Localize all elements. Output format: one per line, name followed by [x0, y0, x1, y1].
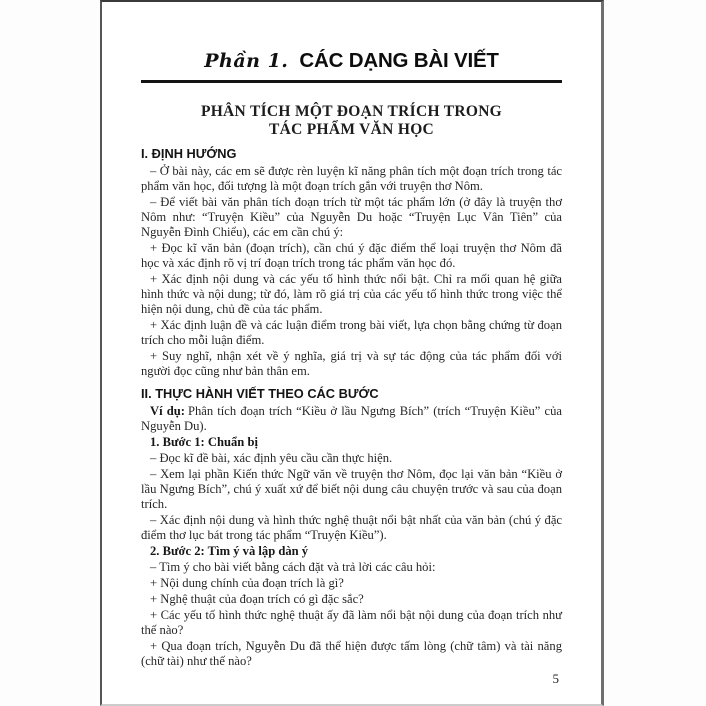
example-text: Phân tích đoạn trích “Kiều ở lầu Ngưng Bích” (trích “Truyện Kiều” của Nguyễn Du).: [141, 404, 562, 433]
paragraph: – Để viết bài văn phân tích đoạn trích từ một tác phẩm lớn (ở đây là truyện thơ Nôm như: “Truyện Kiều” của Nguyễn Du hoặc “Truyện Lục Vân Tiên” của Nguyễn Đình Chiểu), các em cần chú ý:: [141, 195, 562, 239]
paragraph: – Ở bài này, các em sẽ được rèn luyện kĩ năng phân tích một đoạn trích trong tác phẩm văn học, đối tượng là một đoạn trích gắn với truyện thơ Nôm.: [141, 164, 562, 193]
part-number-script: Phần 1.: [204, 50, 289, 72]
paragraph: + Qua đoạn trích, Nguyễn Du đã thể hiện được tấm lòng (chữ tâm) và tài năng (chữ tài) như thế nào?: [141, 639, 562, 668]
part-title: CÁC DẠNG BÀI VIẾT: [299, 49, 499, 72]
book-page: [100, 0, 604, 706]
paragraph: + Đọc kĩ văn bản (đoạn trích), cần chú ý đặc điểm thể loại truyện thơ Nôm đã học và xác định rõ vị trí đoạn trích trong tác phẩm văn học đó.: [141, 241, 562, 270]
step2-heading: 2. Bước 2: Tìm ý và lập dàn ý: [150, 544, 309, 558]
paragraph: – Xem lại phần Kiến thức Ngữ văn về truyện thơ Nôm, đọc lại văn bản “Kiều ở lầu Ngưng Bích”, chú ý xuất xứ để biết nội dung câu chuyện trước và sau của đoạn trích.: [141, 467, 562, 511]
paragraph: + Suy nghĩ, nhận xét về ý nghĩa, giá trị và sự tác động của tác phẩm đối với người đọc cũng như bản thân em.: [141, 349, 562, 378]
example-paragraph: [141, 404, 562, 434]
step1-heading: 1. Bước 1: Chuẩn bị: [150, 435, 258, 449]
paragraph: + Nghệ thuật của đoạn trích có gì đặc sắc?: [150, 592, 364, 606]
paragraph: – Đọc kĩ đề bài, xác định yêu cầu cần thực hiện.: [150, 451, 393, 465]
lesson-title: [141, 103, 562, 139]
paragraph: + Các yếu tố hình thức nghệ thuật ấy đã làm nổi bật nội dung của đoạn trích như thế nào?: [141, 608, 562, 637]
paragraph: – Xác định nội dung và hình thức nghệ thuật nổi bật nhất của văn bản (chú ý đặc điểm thơ lục bát trong tác phẩm “Truyện Kiều”).: [141, 513, 562, 542]
page-number: 5: [552, 671, 559, 686]
paragraph: + Xác định luận đề và các luận điểm trong bài viết, lựa chọn bằng chứng từ đoạn trích cho mỗi luận điểm.: [141, 318, 562, 347]
example-label: Ví dụ:: [150, 404, 185, 418]
page-content: [141, 48, 562, 669]
section-heading-thuc-hanh: II. THỰC HÀNH VIẾT THEO CÁC BƯỚC: [141, 386, 379, 401]
lesson-title-line2: TÁC PHẨM VĂN HỌC: [268, 121, 435, 138]
paragraph: + Xác định nội dung và các yếu tố hình thức nổi bật. Chỉ ra mối quan hệ giữa hình thức và nội dung; từ đó, làm rõ giá trị của các yếu tố hình thức trong việc thể hiện nội dung, chủ đề của tác phẩm.: [141, 272, 562, 316]
lesson-title-line1: PHÂN TÍCH MỘT ĐOẠN TRÍCH TRONG: [200, 103, 503, 120]
part-header: [141, 48, 562, 76]
paragraph: – Tìm ý cho bài viết bằng cách đặt và trả lời các câu hỏi:: [150, 560, 436, 574]
section-heading-dinh-huong: I. ĐỊNH HƯỚNG: [141, 146, 237, 161]
paragraph: + Nội dung chính của đoạn trích là gì?: [150, 576, 344, 590]
header-rule: [141, 80, 562, 83]
